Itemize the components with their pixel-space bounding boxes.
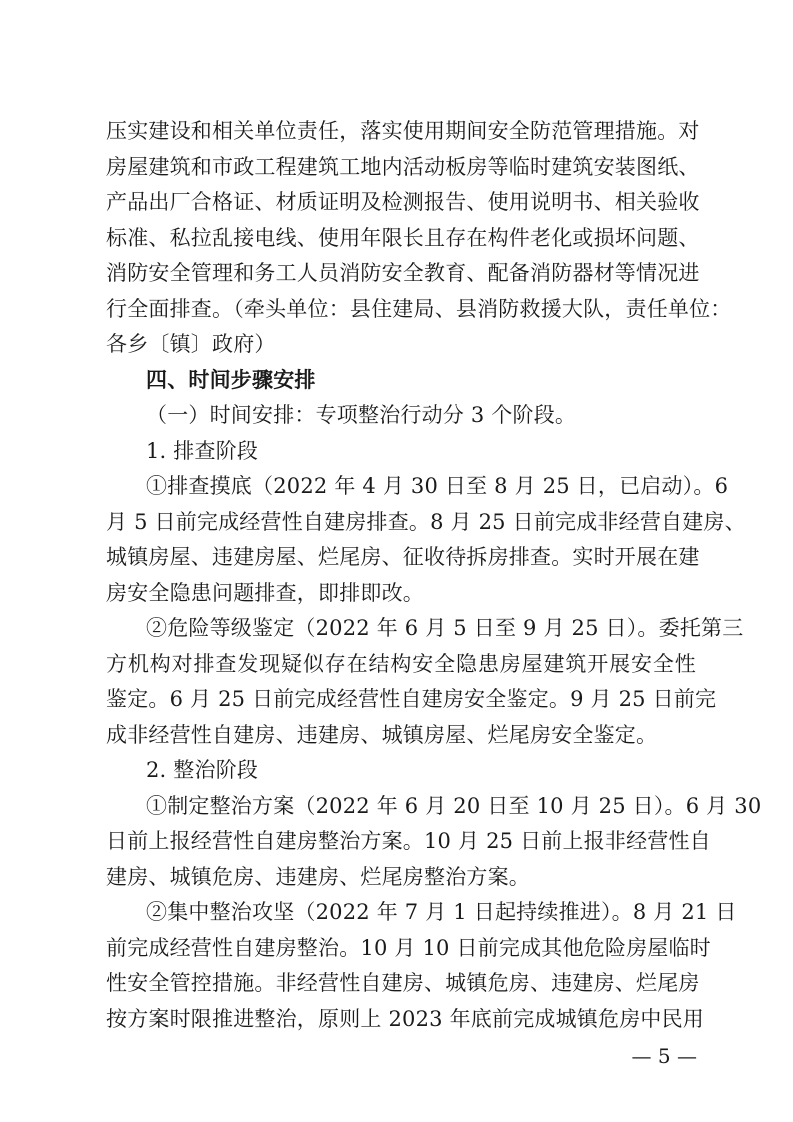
text-line: ①制定整治方案（2022 年 6 月 20 日至 10 月 25 日）。6 月 30 — [146, 793, 762, 818]
text-line: 1. 排查阶段 — [146, 438, 259, 463]
text-line: 月 5 日前完成经营性自建房排查。8 月 25 日前完成非经营自建房、 — [106, 509, 746, 534]
text-line: ②集中整治攻坚（2022 年 7 月 1 日起持续推进）。8 月 21 日 — [146, 900, 737, 924]
text-line: 标准、私拉乱接电线、使用年限长且存在构件老化或损坏问题、 — [106, 225, 700, 250]
text-line: 性安全管控措施。非经营性自建房、城镇危房、违建房、烂尾房 — [106, 971, 700, 995]
text-line: 房安全隐患问题排查，即排即改。 — [106, 580, 424, 605]
page-number: — 5 — — [631, 1044, 697, 1068]
text-line: 按方案时限推进整治，原则上 2023 年底前完成城镇危房中民用 — [106, 1006, 704, 1031]
text-line: 消防安全管理和务工人员消防安全教育、配备消防器材等情况进 — [106, 261, 700, 285]
text-line: 成非经营性自建房、违建房、城镇房屋、烂尾房安全鉴定。 — [106, 722, 658, 747]
text-line: 房屋建筑和市政工程建筑工地内活动板房等临时建筑安装图纸、 — [106, 154, 700, 179]
text-line: 鉴定。6 月 25 日前完成经营性自建房安全鉴定。9 月 25 日前完 — [106, 687, 717, 711]
section-heading: 四、时间步骤安排 — [146, 367, 316, 392]
text-line: 方机构对排查发现疑似存在结构安全隐患房屋建筑开展安全性 — [106, 651, 696, 676]
text-line: 产品出厂合格证、材质证明及检测报告、使用说明书、相关验收 — [106, 190, 700, 214]
text-line: 行全面排查。（牵头单位：县住建局、县消防救援大队，责任单位： — [106, 296, 732, 321]
text-line: 建房、城镇危房、违建房、烂尾房整治方案。 — [106, 864, 530, 889]
text-line: ②危险等级鉴定（2022 年 6 月 5 日至 9 月 25 日）。委托第三 — [146, 616, 744, 640]
document-body — [106, 114, 762, 1037]
text-line: 前完成经营性自建房整治。10 月 10 日前完成其他危险房屋临时 — [106, 935, 711, 960]
text-line: （一）时间安排：专项整治行动分 3 个阶段。 — [146, 403, 577, 427]
text-line: 2. 整治阶段 — [146, 758, 259, 782]
text-line: ①排查摸底（2022 年 4 月 30 日至 8 月 25 日，已启动）。6 — [146, 474, 729, 498]
text-line: 日前上报经营性自建房整治方案。10 月 25 日前上报非经营性自 — [106, 829, 711, 853]
text-line: 压实建设和相关单位责任，落实使用期间安全防范管理措施。对 — [106, 119, 700, 143]
text-line: 城镇房屋、违建房屋、烂尾房、征收待拆房排查。实时开展在建 — [106, 545, 700, 569]
text-line: 各乡〔镇〕政府） — [106, 332, 276, 356]
